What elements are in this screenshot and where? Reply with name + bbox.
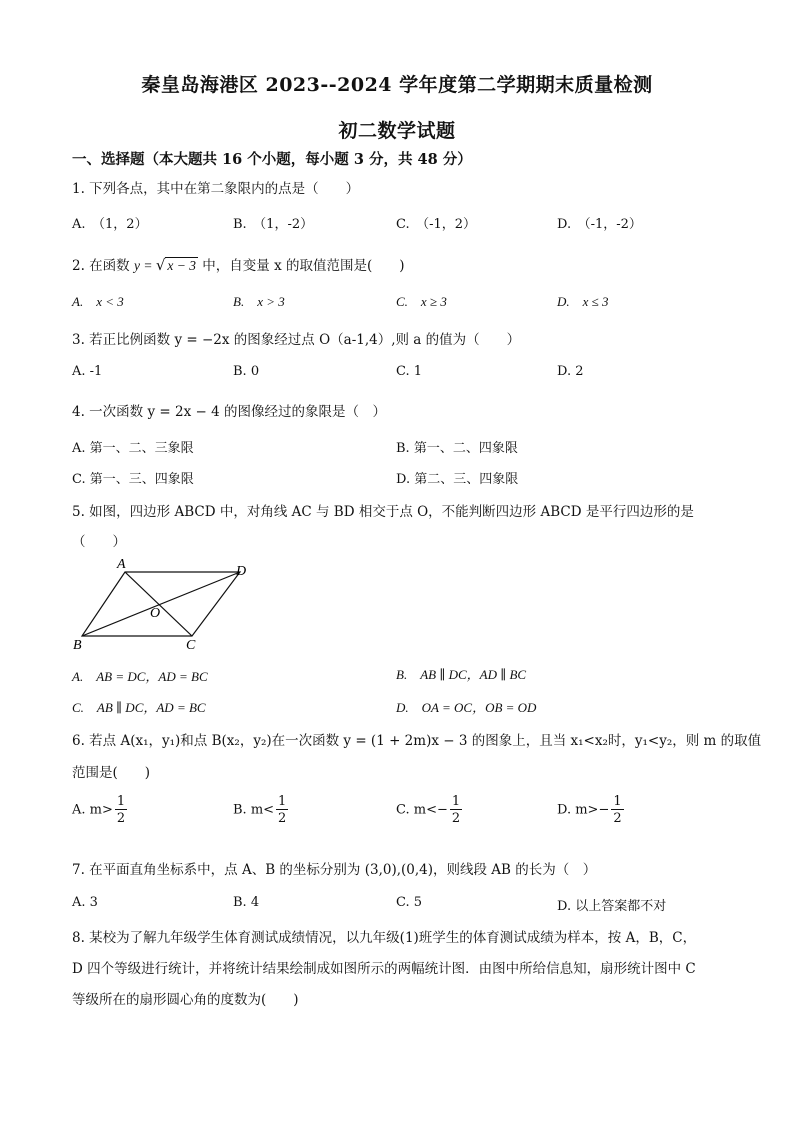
question-2-option-a: A. x < 3 [72,294,124,309]
question-6-stem-line-1: 6. 若点 A(x₁，y₁)和点 B(x₂，y₂)在一次函数 y = (1 + 2m)x − 3 的图象上，且当 x₁<x₂时，y₁<y₂，则 m 的取值 [72,733,762,749]
vertex-label-a: A [117,557,126,572]
question-1-option-c: C. （-1，2） [396,217,477,232]
question-6-option-c [396,795,464,825]
fraction-denominator: 2 [613,811,622,826]
question-1-stem: 1. 下列各点，其中在第二象限内的点是（ ） [72,181,360,197]
question-6-stem-line-2: 范围是( ) [72,765,151,781]
fraction [611,795,623,825]
question-8-stem-line-1: 8. 某校为了解九年级学生体育测试成绩情况，以九年级(1)班学生的体育测试成绩为样本，按 A，B，C， [72,930,697,946]
vertex-label-c: C [186,638,196,653]
option-prefix: D. m>− [557,802,610,818]
question-5-option-d: D. OA = OC，OB = OD [396,700,537,715]
question-3-option-a: A. -1 [72,364,103,379]
question-6-option-d [557,795,626,825]
fraction [115,795,127,825]
question-1-option-d: D. （-1，-2） [557,217,642,232]
question-8-stem-line-2: D 四个等级进行统计，并将统计结果绘制成如图所示的两幅统计图．由图中所给信息知，扇形统计图中 C [72,961,696,977]
sqrt-icon: √ [155,256,166,274]
question-4-option-a: A. 第一、二、三象限 [72,441,194,456]
fraction-denominator: 2 [278,811,287,826]
intersection-label-o: O [150,606,161,621]
question-3-option-b: B. 0 [233,364,260,379]
fraction-denominator: 2 [451,811,461,826]
question-5-stem-line-2: （ ） [72,534,126,550]
question-7-option-a: A. 3 [72,895,98,910]
fraction [276,795,288,825]
question-4-option-b: B. 第一、二、四象限 [396,441,518,456]
exam-subtitle: 初二数学试题 [338,120,456,142]
exam-title: 秦皇岛海港区 2023--2024 学年度第二学期期末质量检测 [141,74,653,96]
question-4-stem: 4. 一次函数 y = 2x − 4 的图像经过的象限是（ ） [72,404,386,420]
question-2-option-b: B. x > 3 [233,294,285,309]
question-3-option-c: C. 1 [396,364,423,379]
question-7-option-d: D. 以上答案都不对 [557,899,667,914]
question-2-stem-post: 中，自变量 x 的取值范围是( ) [198,258,405,274]
fraction-numerator: 1 [116,794,126,809]
vertex-label-b: B [73,638,82,653]
fraction-numerator: 1 [451,794,461,809]
question-5-stem-line-1: 5. 如图，四边形 ABCD 中，对角线 AC 与 BD 相交于点 O，不能判断四边形 ABCD 是平行四边形的是 [72,504,694,520]
fraction-numerator: 1 [613,794,622,809]
section-heading: 一、选择题（本大题共 16 个小题，每小题 3 分，共 48 分） [72,151,472,168]
question-2-option-d: D. x ≤ 3 [557,294,609,309]
question-4-option-c: C. 第一、三、四象限 [72,472,194,487]
question-5-option-a: A. AB = DC，AD = BC [72,669,208,684]
option-prefix: C. m<− [396,802,448,818]
question-2-radicand: x − 3 [167,258,196,273]
question-1-option-a: A. （1，2） [72,217,148,232]
question-6-option-a [72,795,129,825]
question-2-stem [72,254,405,274]
fraction-denominator: 2 [116,811,126,826]
option-prefix: A. m> [72,802,113,818]
question-4-option-d: D. 第二、三、四象限 [396,472,519,487]
question-7-option-c: C. 5 [396,895,423,910]
question-2-function: y = [133,258,156,273]
diagonal-ac [125,572,192,636]
vertex-label-d: D [236,564,247,579]
question-8-stem-line-3: 等级所在的扇形圆心角的度数为( ) [72,992,299,1008]
question-5-option-b: B. AB ∥ DC，AD ∥ BC [396,667,527,682]
question-7-option-b: B. 4 [233,895,260,910]
question-5-option-c: C. AB ∥ DC，AD = BC [72,700,206,715]
parallelogram-figure [70,556,260,656]
fraction-numerator: 1 [278,794,287,809]
question-2-stem-pre: 2. 在函数 [72,258,134,274]
question-2-option-c: C. x ≥ 3 [396,294,447,309]
question-3-stem: 3. 若正比例函数 y = −2x 的图象经过点 O（a-1,4）,则 a 的值为（ ） [72,332,521,348]
question-6-option-b [233,795,290,825]
question-3-option-d: D. 2 [557,364,584,379]
fraction [450,795,462,825]
question-7-stem: 7. 在平面直角坐标系中，点 A、B 的坐标分别为 (3,0),(0,4)，则线段 AB 的长为（ ） [72,862,597,878]
option-prefix: B. m< [233,802,275,818]
question-1-option-b: B. （1，-2） [233,217,314,232]
